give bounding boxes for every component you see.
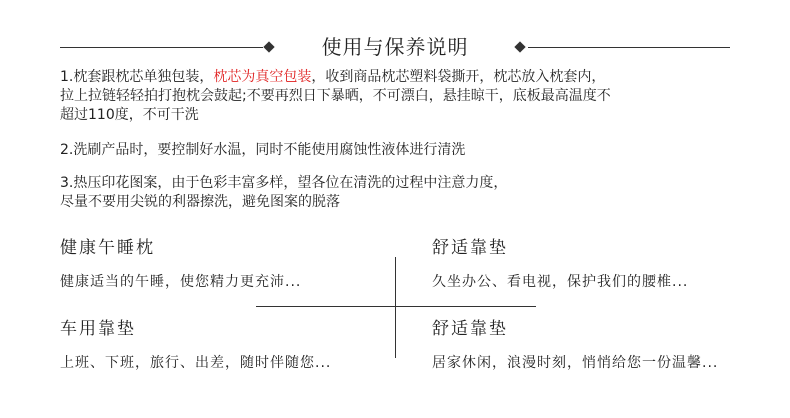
feature-title-cushion-office: 舒适靠垫 [432,238,508,258]
feature-title-car-cushion: 车用靠垫 [60,319,136,339]
grid-vertical-divider [395,257,396,358]
vacuum-pack-highlight: 枕芯为真空包装 [213,69,312,85]
feature-title-nap-pillow: 健康午睡枕 [60,238,155,258]
feature-desc-cushion-home: 居家休闲，浪漫时刻，悄悄给您一份温馨... [432,355,719,371]
instruction-1-line-2: 拉上拉链轻轻拍打抱枕会鼓起;不要再烈日下暴晒，不可漂白，悬挂晾干，底板最高温度不 [60,88,611,104]
grid-horizontal-divider [256,306,536,307]
instruction-3-line-1: 3.热压印花图案，由于色彩丰富多样，望各位在清洗的过程中注意力度， [60,175,508,191]
feature-desc-nap-pillow: 健康适当的午睡，使您精力更充沛... [60,274,302,290]
instruction-3-line-2: 尽量不要用尖锐的利器擦洗，避免图案的脱落 [60,194,340,210]
feature-desc-car-cushion: 上班、下班，旅行、出差，随时伴随您... [60,355,332,371]
instruction-1-line-3: 超过110度，不可干洗 [60,107,199,123]
feature-title-cushion-home: 舒适靠垫 [432,319,508,339]
page-title: 使用与保养说明 [321,35,469,59]
instruction-1-text-cont: ，收到商品枕芯塑料袋撕开，枕芯放入枕套内， [311,69,606,85]
feature-desc-cushion-office: 久坐办公、看电视，保护我们的腰椎... [432,274,689,290]
instruction-2-line-1: 2.洗刷产品时，要控制好水温，同时不能使用腐蚀性液体进行清洗 [60,142,466,158]
instruction-1-text: 1.枕套跟枕芯单独包装， [60,69,214,85]
